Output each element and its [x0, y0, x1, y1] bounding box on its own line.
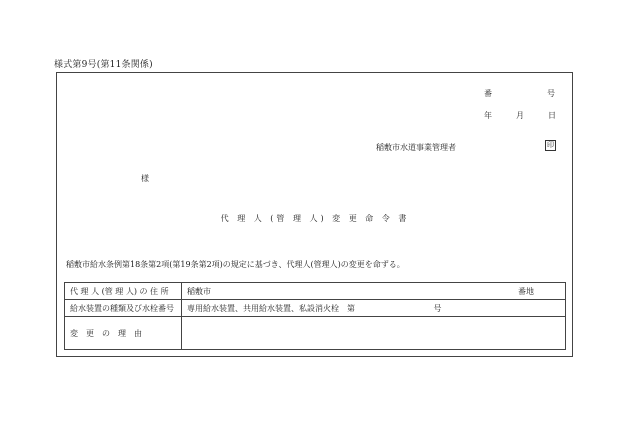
- day-label: 日: [548, 111, 556, 120]
- number-label: 番: [484, 89, 492, 98]
- address-city: 稲敷市: [187, 286, 211, 296]
- number-suffix: 号: [547, 89, 555, 98]
- seal-mark: 印: [547, 141, 554, 149]
- row-label: 代 理 人 (管 理 人) の 住 所: [65, 283, 182, 300]
- issuer-name: 稲敷市水道事業管理者: [376, 143, 456, 152]
- details-table: [64, 282, 566, 350]
- row-value: [182, 317, 566, 350]
- table-row: [65, 300, 566, 317]
- row-label: 変 更 の 理 由: [65, 317, 182, 350]
- row-value: [182, 283, 566, 300]
- document-title: 代 理 人 (管 理 人) 変 更 命 令 書: [220, 214, 410, 223]
- form-number-label: 様式第9号(第11条関係): [54, 60, 153, 70]
- row-label: 給水装置の種類及び水栓番号: [65, 300, 182, 317]
- supply-number-suffix: 号: [433, 303, 442, 313]
- table-row: [65, 317, 566, 350]
- supply-type: 専用給水装置、共用給水装置、私設消火栓 第: [187, 303, 355, 313]
- year-label: 年: [484, 111, 492, 120]
- month-label: 月: [516, 111, 524, 120]
- address-banchi: 番地: [518, 286, 534, 296]
- row-value: [182, 300, 566, 317]
- table-row: [65, 283, 566, 300]
- addressee-honorific: 様: [141, 174, 149, 183]
- document-body: 稲敷市給水条例第18条第2項(第19条第2項)の規定に基づき、代理人(管理人)の変更を命ずる。: [66, 260, 405, 269]
